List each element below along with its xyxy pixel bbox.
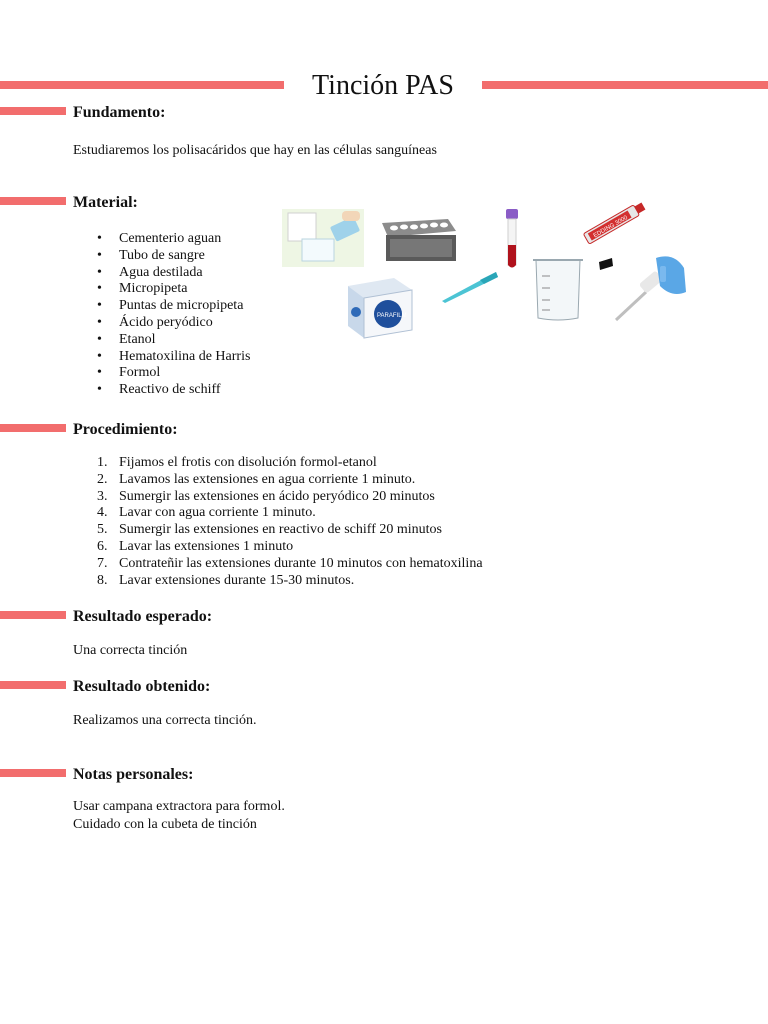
parafilm-box-image <box>334 272 422 344</box>
step-number: 2. <box>97 471 108 487</box>
material-item: • Ácido peryódico <box>73 315 250 332</box>
step-text: Lavar con agua corriente 1 minuto. <box>119 505 316 521</box>
material-item: • Cementerio aguan <box>73 231 250 248</box>
marker-pen-label: EDDING 3000 <box>592 214 629 240</box>
beaker-image <box>528 252 588 324</box>
page-title: Tinción PAS <box>312 70 454 101</box>
material-item: • Hematoxilina de Harris <box>73 349 250 366</box>
text-notas-line1: Usar campana extractora para formol. <box>73 799 285 814</box>
blood-tube-image <box>502 207 522 271</box>
section-marker-procedimiento <box>0 424 66 432</box>
material-item: • Tubo de sangre <box>73 248 250 265</box>
procedure-step <box>73 489 483 506</box>
text-notas-line2: Cuidado con la cubeta de tinción <box>73 817 257 832</box>
procedure-step <box>73 455 483 472</box>
marker-pen-image <box>576 193 652 253</box>
step-number: 3. <box>97 488 108 504</box>
material-item: • Puntas de micropipeta <box>73 298 250 315</box>
text-resultado-obtenido: Realizamos una correcta tinción. <box>73 713 257 728</box>
material-item: • Formol <box>73 365 250 382</box>
step-number: 8. <box>97 572 108 588</box>
tube-rack-image <box>376 209 458 267</box>
section-marker-notas <box>0 769 66 777</box>
heading-material: Material: <box>73 194 138 211</box>
material-item: • Micropipeta <box>73 281 250 298</box>
title-bar-right <box>482 81 768 89</box>
material-item: • Reactivo de schiff <box>73 382 250 399</box>
procedure-step <box>73 556 483 573</box>
text-resultado-esperado: Una correcta tinción <box>73 643 188 658</box>
step-text: Contrateñir las extensiones durante 10 minutos con hematoxilina <box>119 555 483 571</box>
step-number: 1. <box>97 455 108 470</box>
micropipette-image <box>612 252 688 324</box>
step-number: 5. <box>97 522 108 538</box>
step-text: Lavamos las extensiones en agua corriente 1 minuto. <box>119 471 416 487</box>
material-list <box>73 231 250 399</box>
step-number: 4. <box>97 505 108 521</box>
step-text: Sumergir las extensiones en reactivo de schiff 20 minutos <box>119 522 442 538</box>
step-number: 7. <box>97 555 108 571</box>
washing-slide-image <box>282 209 364 267</box>
procedure-step <box>73 472 483 489</box>
material-item: • Agua destilada <box>73 265 250 282</box>
section-marker-resultado-obtenido <box>0 681 66 689</box>
procedure-step <box>73 522 483 539</box>
step-number: 6. <box>97 538 108 554</box>
heading-resultado-obtenido: Resultado obtenido: <box>73 678 211 695</box>
section-marker-material <box>0 197 66 205</box>
section-marker-resultado-esperado <box>0 611 66 619</box>
procedure-step <box>73 573 483 590</box>
step-text: Lavar las extensiones 1 minuto <box>119 538 294 554</box>
heading-notas: Notas personales: <box>73 766 194 783</box>
text-fundamento: Estudiaremos los polisacáridos que hay en las células sanguíneas <box>73 143 437 158</box>
procedure-list <box>73 455 483 589</box>
heading-resultado-esperado: Resultado esperado: <box>73 608 213 625</box>
procedure-step <box>73 505 483 522</box>
procedure-step <box>73 539 483 556</box>
material-item: • Etanol <box>73 332 250 349</box>
step-text: Lavar extensiones durante 15-30 minutos. <box>119 572 355 588</box>
step-text: Fijamos el frotis con disolución formol-etanol <box>119 455 377 470</box>
pipette-tip-image <box>440 268 500 304</box>
title-bar-left <box>0 81 284 89</box>
heading-fundamento: Fundamento: <box>73 104 166 121</box>
parafilm-box-label: PARAFILM <box>377 313 407 319</box>
step-text: Sumergir las extensiones en ácido peryódico 20 minutos <box>119 488 435 504</box>
section-marker-fundamento <box>0 107 66 115</box>
heading-procedimiento: Procedimiento: <box>73 421 178 438</box>
